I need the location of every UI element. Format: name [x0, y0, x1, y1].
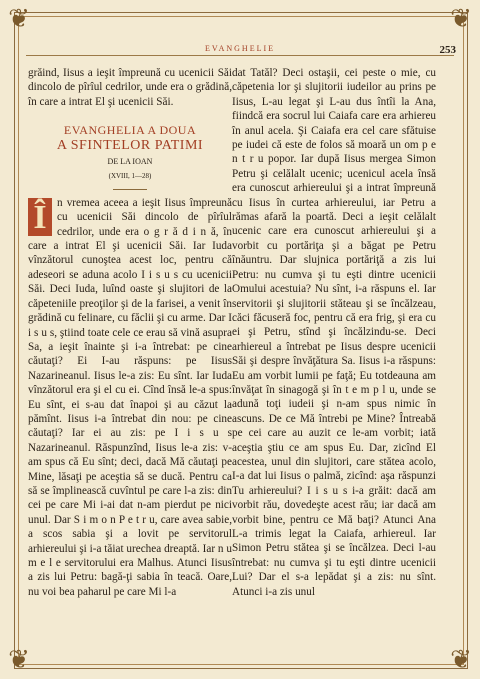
page-number: 253	[439, 44, 456, 56]
title-line-1: EVANGHELIA A DOUA	[63, 123, 197, 138]
floral-corner-ornament-icon: ❦	[450, 645, 472, 674]
floral-corner-ornament-icon: ❦	[450, 4, 472, 33]
right-body-text: dat Tatăl? Deci ostaşii, cei peste o mie, cu căpetenia lor şi slujitorii iudeilor au prins pe Iisus, L-au legat şi L-au dus întîi la Ana, fiindcă era socrul lui Caiafa care era arhiereu în anul acela. Şi Caiafa era cel care sfătuise pe iudei că este de folos să moară un om p e n t r u popor. Iar după Iisus mergea Simon Petru şi celălalt ucenic; ucenicul acela însă era cunoscut arhiereului şi a intrat împreună cu Iisus în curtea arhiereului, iar Petru a rămas afară la poartă. Deci a ieşit celălalt ucenic care era cunoscut arhiereului şi a vorbit cu portăriţa şi a băgat pe Petru înăuntru. Dar slujnica portăriţă a zis lui Petru: nu cumva şi tu eşti dintre ucenicii Omului acestuia? Nu sînt, i-a răspuns el. Iar servitorii şi slujitorii stăteau şi se încălzeau, căci făcuseră foc, pentru că era frig, şi era cu ei şi Petru, stînd şi încălzindu-se. Deci arhiereul a întrebat pe Iisus despre ucenicii Săi şi despre învăţătura Sa. Iisus i-a răspuns: Eu am vorbit lumii pe faţă; Eu totdeauna am învăţat în sinagogă şi în t e m p l u, unde se adună toţi iudeii şi n-am spus nimic în ascuns. De ce Mă întrebi pe Mine? Întreabă pe cei care au auzit ce le-am vorbit; iată aceştia ştiu ce am spus Eu. Dar, zicînd El acestea, unul din slujitori, care stătea acolo, I-a dat lui Iisus o palmă, zicînd: aşa răspunzi Tu arhiereului? I i s u s i-a grăit: dacă am vorbit rău, dovedeşte acest rău; iar dacă am vorbit bine, pentru ce Mă baţi? Atunci Ana L-a trimis legat la Caiafa, arhiereul. Iar Simon Petru stătea şi se încălzea. Deci l-au întrebat: nu cumva şi tu eşti dintre ucenicii Lui? Dar el s-a lepădat şi a zis: nu sînt. Atunci i-a zis unul	[232, 67, 436, 598]
left-body-text: n vremea aceea a ieşit Iisus împreună cu ucenicii Săi dincolo de pîrîul cedrilor, unde era o g r ă d i n ă, în care a intrat El şi ucenicii Săi. Iar Iuda vînzătorul cunoştea acest loc, pentru că adeseori se aduna acolo I i s u s cu ucenicii Săi. Deci Iuda, luînd oaste şi slujitori de la căpeteniile preoţilor şi de la farisei, a venit în grădină cu felinare, cu făclii şi cu arme. Dar I i s u s, ştiind toate cele ce erau să vină asupra Sa, a ieşit înainte şi i-a întrebat: pe cine căutaţi? Ei I-au răspuns: pe Iisus Nazarineanul. Iisus le-a zis: Eu sînt. Iar Iuda vînzătorul era şi el cu ei. Cînd însă le-a spus: Eu sînt, ei s-au dat înapoi şi au căzut la pămînt. Iisus i-a întrebat din nou: pe cine căutaţi? Iar ei au zis: pe I i s u s Nazarineanul. Răspunzînd, Iisus le-a zis: v-am spus că Eu sînt; deci, dacă Mă căutaţi pe Mine, lăsaţi pe aceştia să se ducă. Pentru ca să se împlinească cuvîntul pe care l-a zis: din cei pe care Mi i-ai dat n-am pierdut pe nici unul. Dar S i m o n P e t r u, care avea sabie, a scos sabia şi a lovit pe servitorul arhiereului şi i-a tăiat urechea dreaptă. Iar n u m e l e servitorului era Malhus. Atunci Iisus a zis lui Petru: bagă-ţi sabia în teacă. Oare, nu voi bea paharul pe care Mi l-a	[28, 196, 232, 598]
section-title	[28, 123, 232, 190]
right-column	[232, 66, 436, 599]
title-line-4: (XVIII, 1—28)	[108, 172, 152, 181]
left-column	[28, 66, 232, 599]
title-divider	[113, 189, 147, 190]
header-rule	[26, 55, 454, 56]
floral-corner-ornament-icon: ❦	[8, 4, 30, 33]
floral-corner-ornament-icon: ❦	[8, 645, 30, 674]
running-header: EVANGHELIE	[204, 44, 276, 53]
intro-paragraph: grăind, Iisus a ieşit împreună cu ucenicii Săi dincolo de pîrîul cedrilor, unde era o grădină, în care a intrat El şi ucenicii Săi.	[28, 67, 232, 108]
drop-cap: Î	[28, 198, 52, 236]
body-paragraph-left	[28, 196, 232, 599]
title-line-2: A SFINTELOR PATIMI	[56, 137, 204, 153]
title-line-3: DE LA IOAN	[107, 157, 153, 167]
